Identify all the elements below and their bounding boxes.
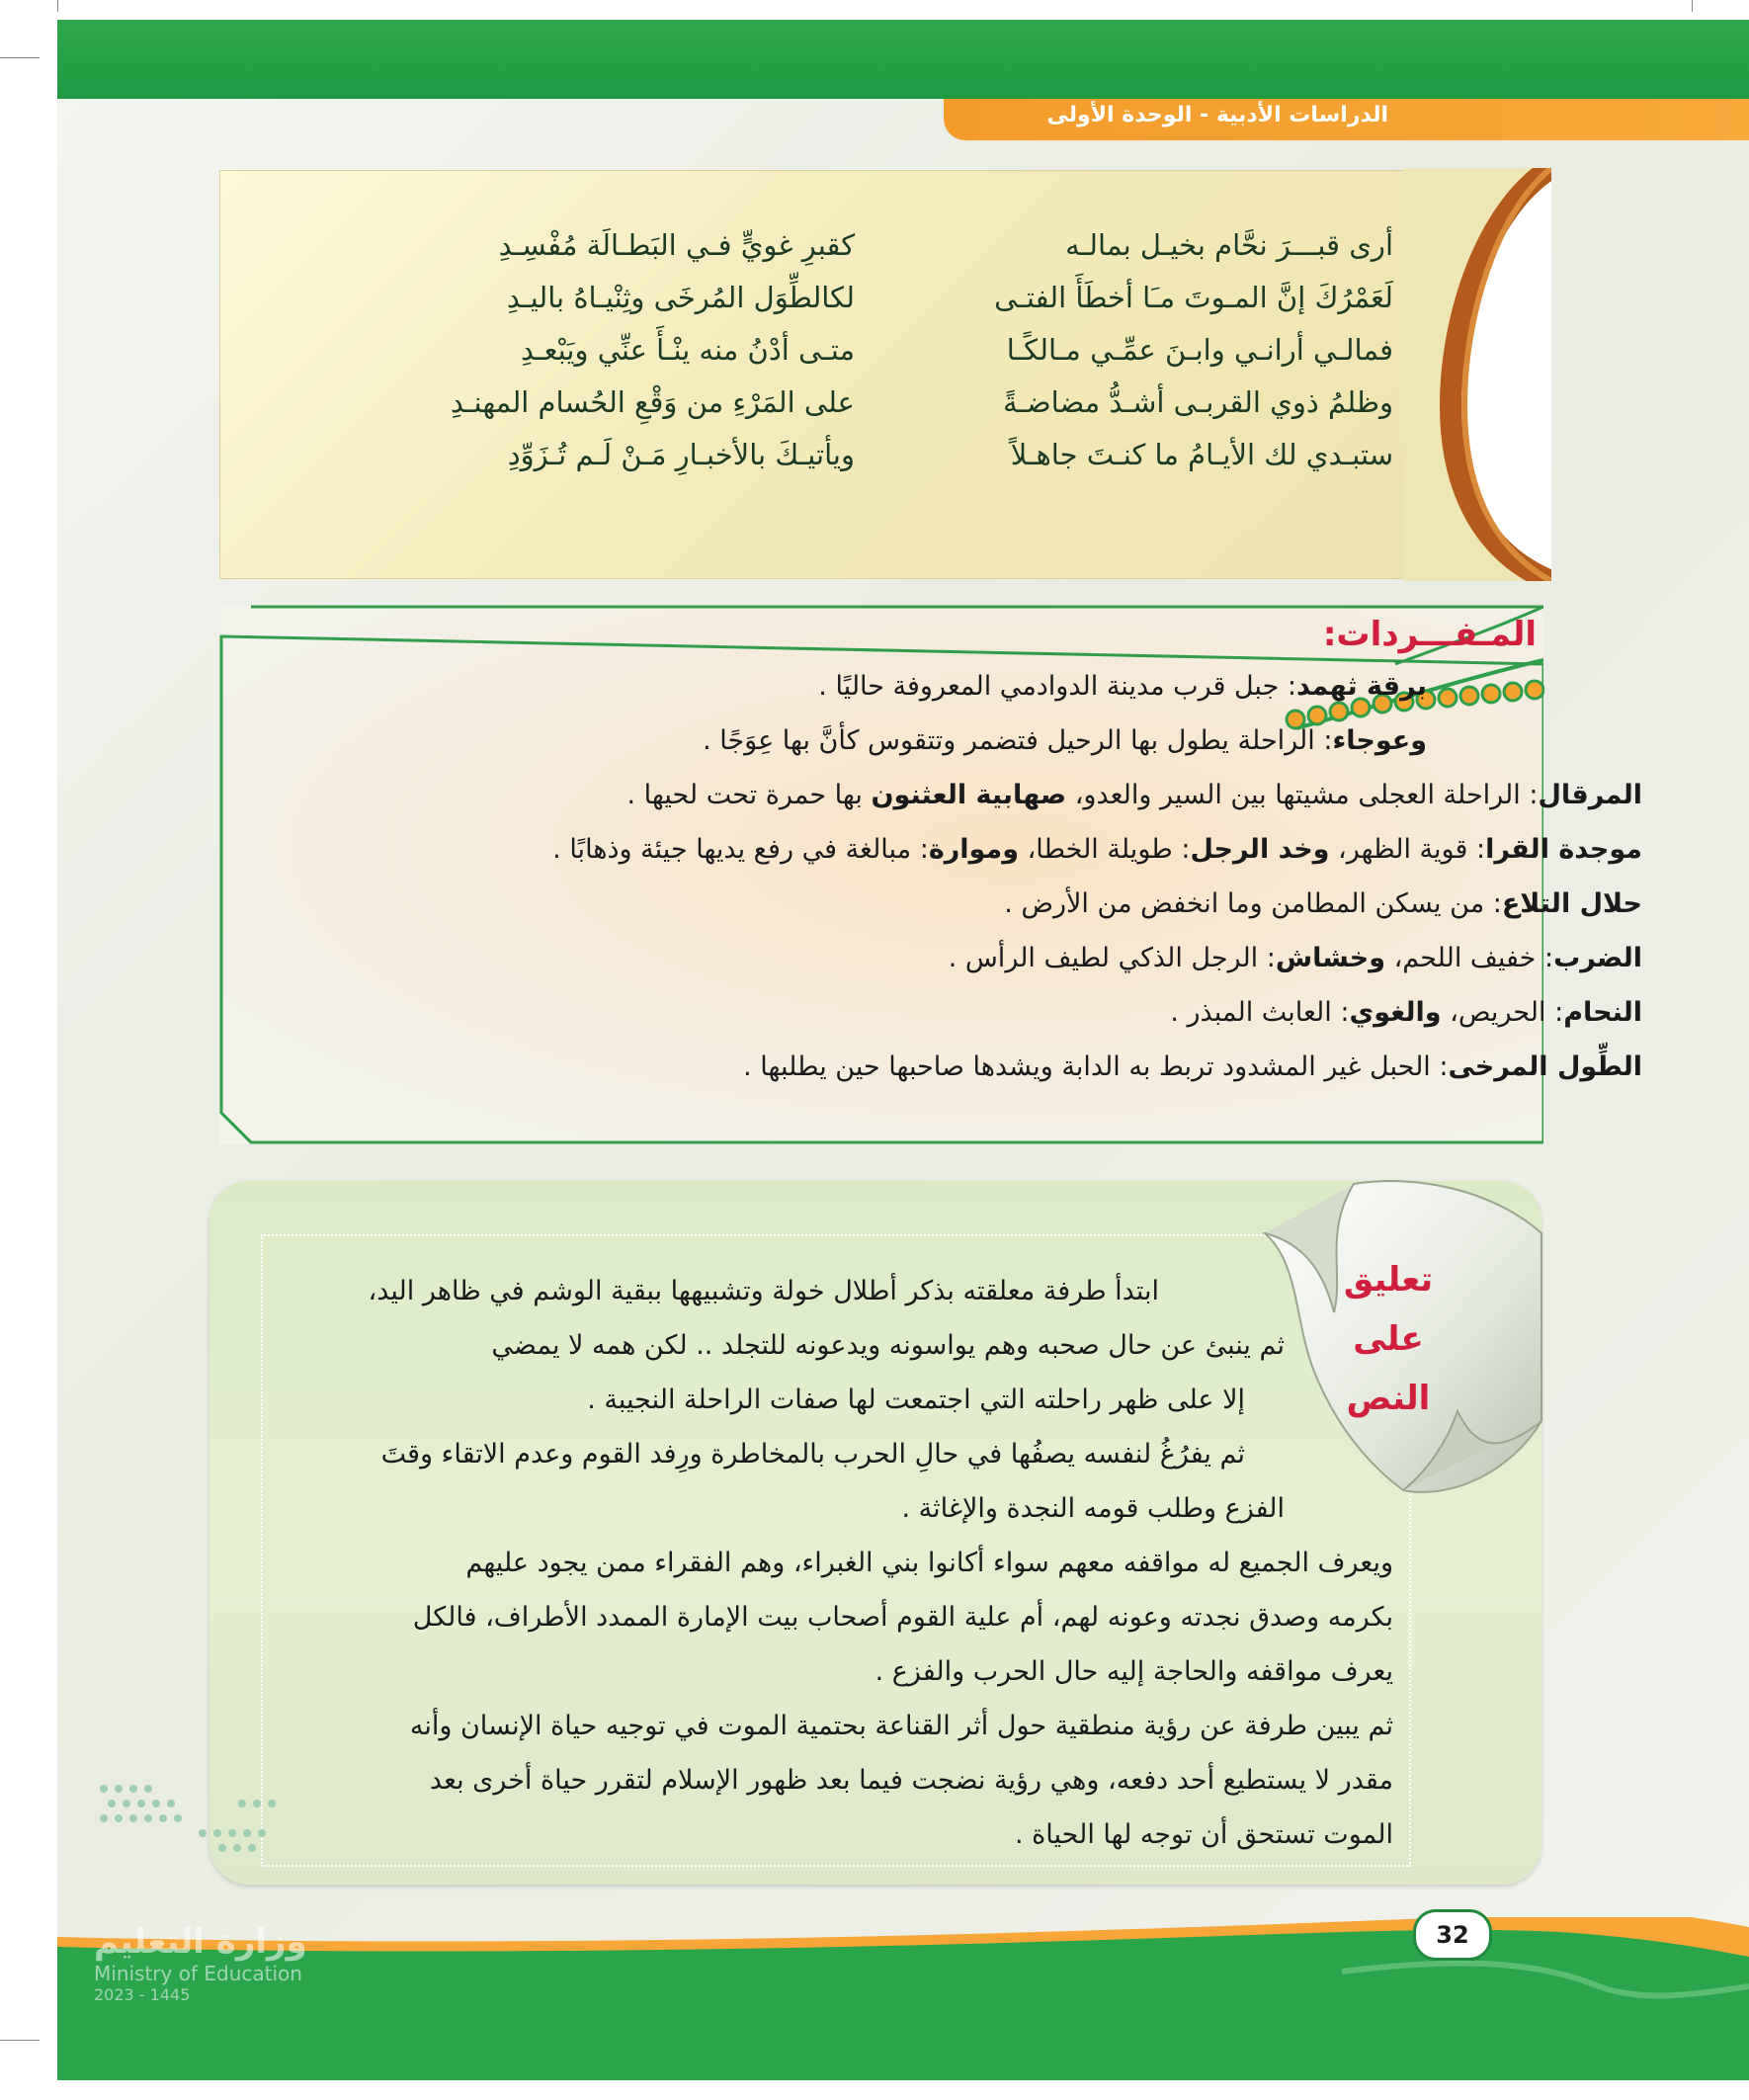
bottom-green-band — [57, 1917, 1749, 2080]
vocab-definition: : العابث المبذر . — [1170, 997, 1350, 1028]
vocab-term: وخد الرجل — [1190, 834, 1330, 865]
commentary-line: بكرمه وصدق نجدته وعونه لهم، أم علية القوم أصحاب بيت الإمارة الممدد الأطراف، فالكل — [412, 1602, 1393, 1633]
vocab-entry — [627, 776, 1643, 815]
vocab-term: وخشاش — [1275, 943, 1385, 973]
top-green-band — [57, 20, 1749, 99]
vocab-definition: : خفيف اللحم، — [1384, 943, 1554, 973]
vocab-definition: بها حمرة تحت لحيها . — [626, 780, 872, 810]
vocab-term: صهابية العثنون — [871, 780, 1067, 810]
vocab-entry — [949, 939, 1642, 978]
crop-mark — [0, 57, 40, 58]
vocab-term: الضرب — [1553, 943, 1642, 973]
vocab-term: الطِّول المرخى — [1448, 1051, 1642, 1082]
unit-header-tab — [944, 99, 1749, 140]
commentary-line: ثم ينبئ عن حال صحبه وهم يواسونه ويدعونه للتجلد .. لكن همه لا يمضي — [491, 1330, 1285, 1361]
ministry-year: 2023 - 1445 — [94, 1985, 191, 2004]
vocab-definition: : الراحلة العجلى مشيتها بين السير والعدو، — [1066, 780, 1539, 810]
poem-verse: على المَرْءِ من وَقْعِ الحُسام المهنـدِ — [450, 385, 855, 419]
commentary-label-line: تعليق — [1343, 1260, 1434, 1300]
commentary-label-line: على — [1353, 1319, 1424, 1359]
vocab-term: المرقال — [1538, 780, 1642, 810]
vocab-term: والغوي — [1349, 997, 1442, 1028]
commentary-line: الموت تستحق أن توجه لها الحياة . — [1014, 1819, 1393, 1850]
vocab-definition: : الرجل الذكي لطيف الرأس . — [948, 943, 1276, 973]
poem-right-column — [994, 219, 1393, 481]
vocab-term: حلال التلاع — [1501, 888, 1642, 919]
crop-mark — [57, 0, 58, 12]
vocab-entry — [552, 830, 1642, 870]
vocab-entry — [818, 667, 1427, 707]
poem-left-column — [451, 219, 855, 481]
vocab-entry — [703, 721, 1427, 761]
poem-verse: فمالـي أرانـي وابـنَ عمِّـي مـالكًـا — [1006, 333, 1393, 367]
vocab-term: وعوجاء — [1332, 725, 1427, 756]
vocab-definition: : الراحلة يطول بها الرحيل فتضمر وتتقوس كأنَّ بها عِوَجًا . — [703, 725, 1333, 756]
commentary-line: الفزع وطلب قومه النجدة والإغاثة . — [901, 1493, 1285, 1524]
vocab-term: برقة ثهمد — [1295, 671, 1427, 702]
vocab-definition: : من يسكن المطامن وما انخفض من الأرض . — [1004, 888, 1502, 919]
poem-scroll-edge — [1403, 168, 1551, 581]
vocab-definition: : قوية الظهر، — [1329, 834, 1486, 865]
vocab-title: المـفـــردات: — [1322, 615, 1537, 654]
commentary-label-line: النص — [1346, 1379, 1431, 1418]
vocab-definition: : طويلة الخطا، — [1018, 834, 1191, 865]
commentary-line: ثم يفرُغُ لنفسه يصفُها في حالِ الحرب بالمخاطرة ورِفد القوم وعدم الاتقاء وقتَ — [380, 1439, 1245, 1470]
commentary-line: يعرف مواقفه والحاجة إليه حال الحرب والفزع . — [874, 1656, 1393, 1687]
poem-verse: كقبرِ غويٍّ فـي البَطـالَة مُفْسِـدِ — [498, 228, 855, 262]
vocab-definition: : مبالغة في رفع يديها جيئة وذهابًا . — [552, 834, 929, 865]
commentary-line: ثم يبين طرفة عن رؤية منطقية حول أثر القناعة بحتمية الموت في توجيه حياة الإنسان وأنه — [409, 1711, 1393, 1741]
vocab-entry — [1170, 993, 1642, 1033]
commentary-line: ويعرف الجميع له مواقفه معهم سواء أكانوا بني الغبراء، وهم الفقراء ممن يجود عليهم — [465, 1548, 1393, 1578]
commentary-line: مقدر لا يستطيع أحد دفعه، وهي رؤية نضجت فيما بعد ظهور الإسلام لتقرر حياة أخرى بعد — [429, 1765, 1393, 1796]
poem-verse: وظلمُ ذوي القربـى أشـدُّ مضاضـةً — [1002, 385, 1393, 419]
poem-verse: لكالطِّوَل المُرخَى وثِنْيـاهُ باليـدِ — [506, 281, 855, 314]
unit-title: الدراسات الأدبية - الوحدة الأولى — [1046, 103, 1388, 127]
ministry-name-ar: وزارة التعليم — [94, 1922, 307, 1962]
vocab-definition: : الحريص، — [1441, 997, 1564, 1028]
vocab-definition: : الحبل غير المشدود تربط به الدابة ويشدها صاحبها حين يطلبها . — [743, 1051, 1449, 1082]
crop-mark — [0, 2040, 40, 2041]
poem-verse: ويأتيـكَ بالأخبـارِ مَـنْ لَـم تُـزَوِّدِ — [507, 438, 855, 471]
poem-verse: متـى أدْنُ منه ينْـأَ عنِّي ويَبْعـدِ — [520, 333, 855, 367]
poem-verse: أرى قبـــرَ نحَّام بخيـل بمالـه — [1065, 228, 1393, 262]
decorative-dot-pattern — [94, 1779, 282, 1858]
vocab-entry — [1004, 884, 1642, 924]
vocab-term: موجدة القرا — [1485, 834, 1642, 865]
vocab-definition: : جبل قرب مدينة الدوادمي المعروفة حاليًا . — [818, 671, 1296, 702]
vocab-term: النحام — [1563, 997, 1642, 1028]
commentary-label — [1319, 1250, 1458, 1428]
vocab-term: وموارة — [928, 834, 1019, 865]
page-number: 32 — [1413, 1909, 1492, 1961]
commentary-line: إلا على ظهر راحلته التي اجتمعت لها صفات الراحلة النجيبة . — [587, 1385, 1245, 1415]
crop-mark — [1692, 0, 1693, 12]
ministry-logo — [94, 1922, 307, 2004]
ministry-name-en: Ministry of Education — [94, 1962, 302, 1985]
commentary-line: ابتدأ طرفة معلقته بذكر أطلال خولة وتشبيهها ببقية الوشم في ظاهر اليد، — [368, 1276, 1159, 1306]
poem-verse: لَعَمْرُكَ إنَّ المـوتَ مـَا أخطَأَ الفتـى — [994, 281, 1393, 314]
poem-verse: ستبـدي لك الأيـامُ ما كنـتَ جاهـلاً — [1010, 438, 1393, 471]
vocab-entry — [743, 1048, 1642, 1087]
